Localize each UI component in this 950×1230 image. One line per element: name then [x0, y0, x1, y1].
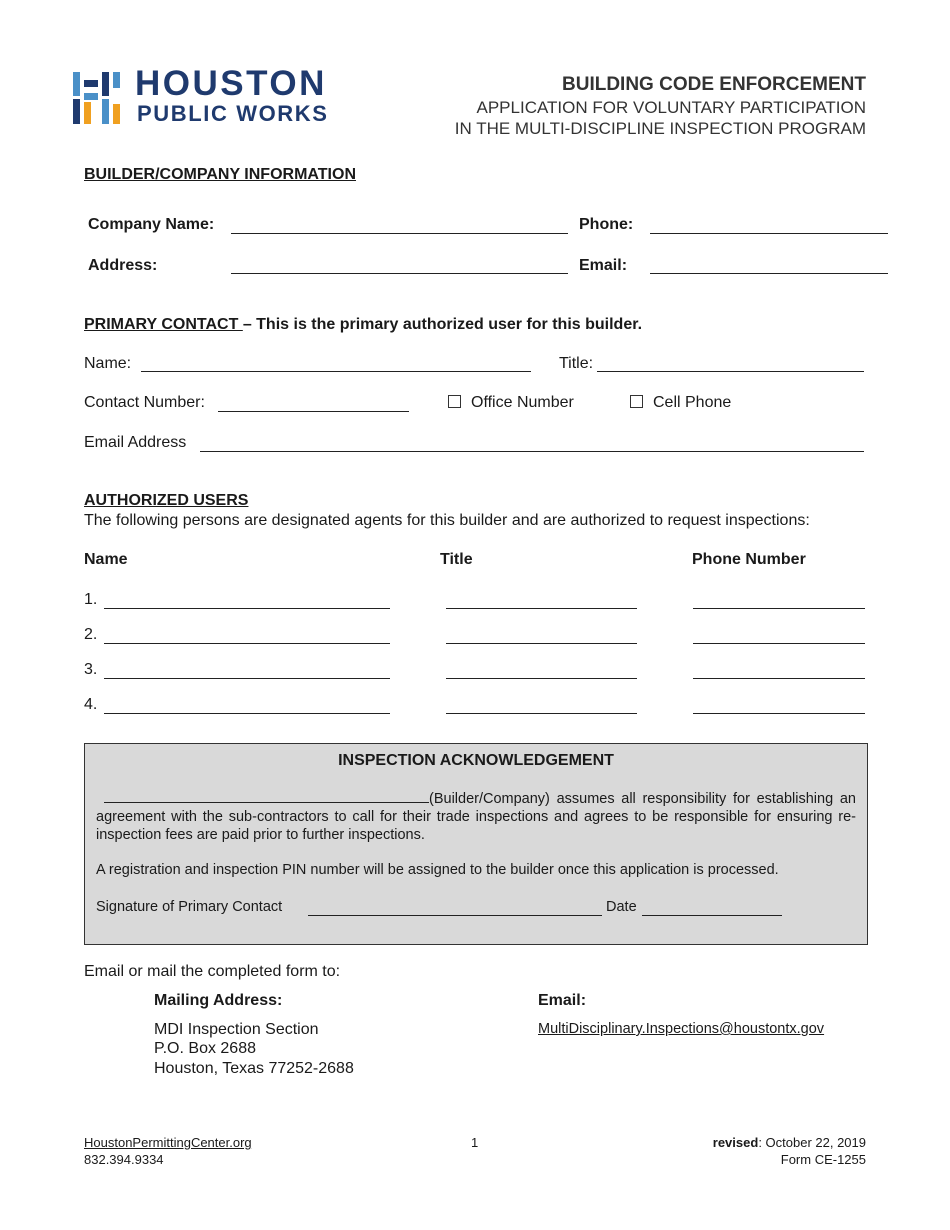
contact-email-field[interactable] — [200, 451, 864, 452]
signature-field[interactable] — [308, 915, 602, 916]
mailing-address-line-1: MDI Inspection Section — [154, 1021, 319, 1038]
authorized-phone-field-1[interactable] — [693, 608, 865, 609]
company-email-label: Email: — [579, 257, 628, 274]
revised-date: : October 22, 2019 — [758, 1135, 866, 1150]
authorized-title-field-3[interactable] — [446, 678, 637, 679]
cell-phone-option[interactable] — [630, 394, 731, 412]
authorized-phone-field-4[interactable] — [693, 713, 865, 714]
company-phone-label: Phone: — [579, 216, 634, 233]
document-subtitle-2: IN THE MULTI-DISCIPLINE INSPECTION PROGRAM — [454, 119, 866, 138]
builder-company-field[interactable] — [104, 802, 429, 803]
contact-title-label: Title: — [559, 355, 594, 372]
page-number: 1 — [471, 1135, 479, 1150]
primary-contact-heading-rest: – This is the primary authorized user for this builder. — [242, 316, 643, 333]
inspection-acknowledgement-box — [84, 743, 868, 945]
pin-notice: A registration and inspection PIN number will be assigned to the builder once this application is processed. — [96, 862, 779, 878]
authorized-phone-field-3[interactable] — [693, 678, 865, 679]
primary-contact-heading-underlined: PRIMARY CONTACT — [84, 316, 243, 333]
authorized-row-number: 1. — [84, 591, 98, 608]
houston-public-works-logo — [73, 64, 363, 130]
logo-text-public-works: PUBLIC WORKS — [137, 101, 329, 126]
office-number-checkbox[interactable] — [448, 395, 461, 408]
authorized-row-number: 2. — [84, 626, 98, 643]
primary-contact-heading — [84, 316, 642, 334]
column-header-phone: Phone Number — [692, 551, 806, 568]
company-address-label: Address: — [88, 257, 158, 274]
cell-phone-label: Cell Phone — [653, 394, 732, 411]
authorized-name-field-1[interactable] — [104, 608, 390, 609]
authorized-row-number: 4. — [84, 696, 98, 713]
cell-phone-checkbox[interactable] — [630, 395, 643, 408]
authorized-name-field-3[interactable] — [104, 678, 390, 679]
builder-section-heading: BUILDER/COMPANY INFORMATION — [84, 166, 356, 183]
company-address-field[interactable] — [231, 273, 568, 274]
authorized-phone-field-2[interactable] — [693, 643, 865, 644]
submission-email-link[interactable]: MultiDisciplinary.Inspections@houstontx.gov — [538, 1021, 825, 1037]
office-number-label: Office Number — [471, 394, 574, 411]
authorized-row-number: 3. — [84, 661, 98, 678]
company-name-field[interactable] — [231, 233, 568, 234]
contact-name-field[interactable] — [141, 371, 531, 372]
authorized-title-field-2[interactable] — [446, 643, 637, 644]
contact-number-field[interactable] — [218, 411, 409, 412]
mailing-address-line-2: P.O. Box 2688 — [154, 1040, 256, 1057]
document-subtitle-1: APPLICATION FOR VOLUNTARY PARTICIPATION — [476, 98, 866, 117]
company-email-field[interactable] — [650, 273, 888, 274]
form-number: Form CE-1255 — [780, 1152, 866, 1167]
footer-phone: 832.394.9334 — [84, 1152, 164, 1167]
authorized-users-description: The following persons are designated agents for this builder and are authorized to request inspections: — [84, 512, 810, 529]
company-phone-field[interactable] — [650, 233, 888, 234]
document-title: BUILDING CODE ENFORCEMENT — [562, 74, 866, 95]
acknowledgement-title: INSPECTION ACKNOWLEDGEMENT — [338, 752, 614, 769]
authorized-title-field-1[interactable] — [446, 608, 637, 609]
date-label: Date — [606, 899, 637, 915]
ack-para1-lead: (Builder/Company) assumes all responsibility for establishing — [429, 791, 834, 807]
contact-number-label: Contact Number: — [84, 394, 205, 411]
authorized-name-field-2[interactable] — [104, 643, 390, 644]
mailing-address-heading: Mailing Address: — [154, 992, 283, 1009]
contact-name-label: Name: — [84, 355, 132, 372]
contact-email-label: Email Address — [84, 434, 187, 451]
date-field[interactable] — [642, 915, 782, 916]
ack-para1-rest: an agreement with the sub-contractors to call for their trade inspections and agrees to be responsible for ensuring re-inspection fees are paid prior to further inspections. — [96, 791, 856, 843]
column-header-name: Name — [84, 551, 128, 568]
signature-label: Signature of Primary Contact — [96, 899, 283, 915]
website-link[interactable]: HoustonPermittingCenter.org — [84, 1135, 252, 1150]
authorized-users-heading: AUTHORIZED USERS — [84, 492, 249, 509]
acknowledgement-paragraph — [96, 790, 856, 844]
logo-text-houston: HOUSTON — [135, 64, 327, 103]
submission-instructions: Email or mail the completed form to: — [84, 963, 341, 980]
office-number-option[interactable] — [448, 394, 574, 412]
revised-label: revised — [712, 1135, 759, 1150]
authorized-title-field-4[interactable] — [446, 713, 637, 714]
email-heading: Email: — [538, 992, 587, 1009]
company-name-label: Company Name: — [88, 216, 215, 233]
mailing-address-line-3: Houston, Texas 77252-2688 — [154, 1060, 354, 1077]
revision-date — [713, 1135, 866, 1150]
column-header-title: Title — [440, 551, 473, 568]
contact-title-field[interactable] — [597, 371, 864, 372]
authorized-name-field-4[interactable] — [104, 713, 390, 714]
